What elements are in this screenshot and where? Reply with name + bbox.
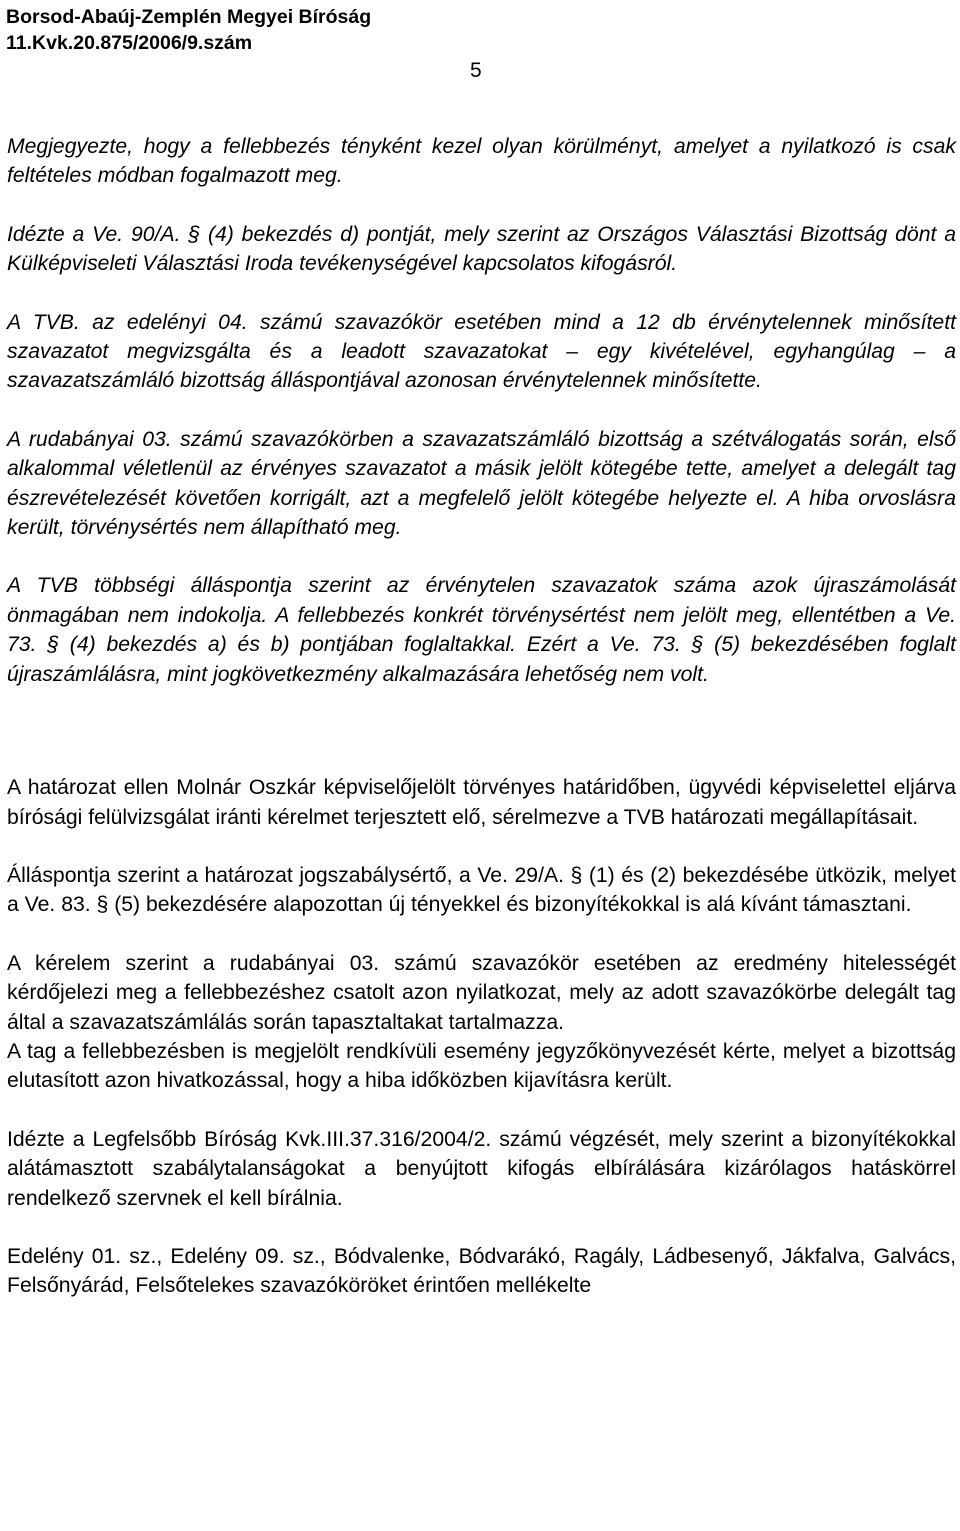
paragraph-spacer	[7, 920, 956, 949]
paragraph: Álláspontja szerint a határozat jogszabálysértő, a Ve. 29/A. § (1) és (2) bekezdésébe ütközik, melyet a Ve. 83. § (5) bekezdésére alapozottan új tényekkel és bizonyítékokkal is alá kívánt támasztani.	[7, 863, 956, 917]
paragraph-spacer	[7, 542, 956, 571]
document-header	[6, 4, 371, 56]
paragraph-spacer	[7, 396, 956, 425]
paragraph-spacer	[7, 689, 956, 773]
page-number: 5	[470, 59, 482, 82]
paragraph-spacer	[7, 1213, 956, 1242]
document-body	[7, 132, 956, 1301]
paragraph: A rudabányai 03. számú szavazókörben a szavazatszámláló bizottság a szétválogatás során, első alkalommal véletlenül az érvényes szavazatot a másik jelölt kötegébe tette, amelyet a delegált tag észrevételezését követően korrigált, azt a megfelelő jelölt kötegébe helyezte el. A hiba orvoslásra került, törvénysértés nem állapítható meg.	[7, 427, 956, 540]
court-name: Borsod-Abaúj-Zemplén Megyei Bíróság	[6, 6, 372, 28]
paragraph: A kérelem szerint a rudabányai 03. számú szavazókör esetében az eredmény hitelességét kérdőjelezi meg a fellebbezéshez csatolt azon nyilatkozat, mely az adott szavazókörbe delegált tag által a szavazatszámlálás során tapasztaltakat tartalmazza.	[7, 951, 956, 1034]
paragraph: A TVB. az edelényi 04. számú szavazókör esetében mind a 12 db érvénytelennek minősített szavazatot megvizsgálta és a leadott szavazatokat – egy kivételével, egyhangúlag – a szavazatszámláló bizottság álláspontjával azonosan érvénytelennek minősítette.	[7, 310, 956, 393]
paragraph: A határozat ellen Molnár Oszkár képviselőjelölt törvényes határidőben, ügyvédi képviselettel eljárva bírósági felülvizsgálat iránti kérelmet terjesztett elő, sérelmezve a TVB határozati megállapításait.	[7, 776, 956, 829]
paragraph-spacer	[7, 279, 956, 308]
paragraph: Edelény 01. sz., Edelény 09. sz., Bódvalenke, Bódvarákó, Ragály, Ládbesenyő, Jákfalva, Galvács, Felsőnyárád, Felsőtelekes szavazóköröket érintően mellékelte	[7, 1244, 956, 1298]
paragraph-spacer	[7, 832, 956, 861]
paragraph: A tag a fellebbezésben is megjelölt rendkívüli esemény jegyzőkönyvezését kérte, melyet a bizottság elutasított azon hivatkozással, hogy a hiba időközben kijavításra került.	[7, 1039, 956, 1093]
paragraph-spacer	[7, 1096, 956, 1125]
paragraph: Megjegyezte, hogy a fellebbezés tényként kezel olyan körülményt, amelyet a nyilatkozó is csak feltételes módban fogalmazott meg.	[7, 135, 956, 188]
paragraph-spacer	[7, 191, 956, 220]
case-number: 11.Kvk.20.875/2006/9.szám	[6, 32, 253, 54]
paragraph: Idézte a Ve. 90/A. § (4) bekezdés d) pontját, mely szerint az Országos Választási Bizottság dönt a Külképviseleti Választási Iroda tevékenységével kapcsolatos kifogásról.	[7, 222, 956, 276]
paragraph: A TVB többségi álláspontja szerint az érvénytelen szavazatok száma azok újraszámolását önmagában nem indokolja. A fellebbezés konkrét törvénysértést nem jelölt meg, ellentétben a Ve. 73. § (4) bekezdés a) és b) pontjában foglaltakkal. Ezért a Ve. 73. § (5) bekezdésében foglalt újraszámlálásra, mint jogkövetkezmény alkalmazására lehetőség nem volt.	[7, 574, 956, 686]
paragraph: Idézte a Legfelsőbb Bíróság Kvk.III.37.316/2004/2. számú végzését, mely szerint a bizonyítékokkal alátámasztott szabálytalanságokat a benyújtott kifogás elbírálására kizárólagos hatáskörrel rendelkező szervnek el kell bírálnia.	[7, 1127, 956, 1210]
